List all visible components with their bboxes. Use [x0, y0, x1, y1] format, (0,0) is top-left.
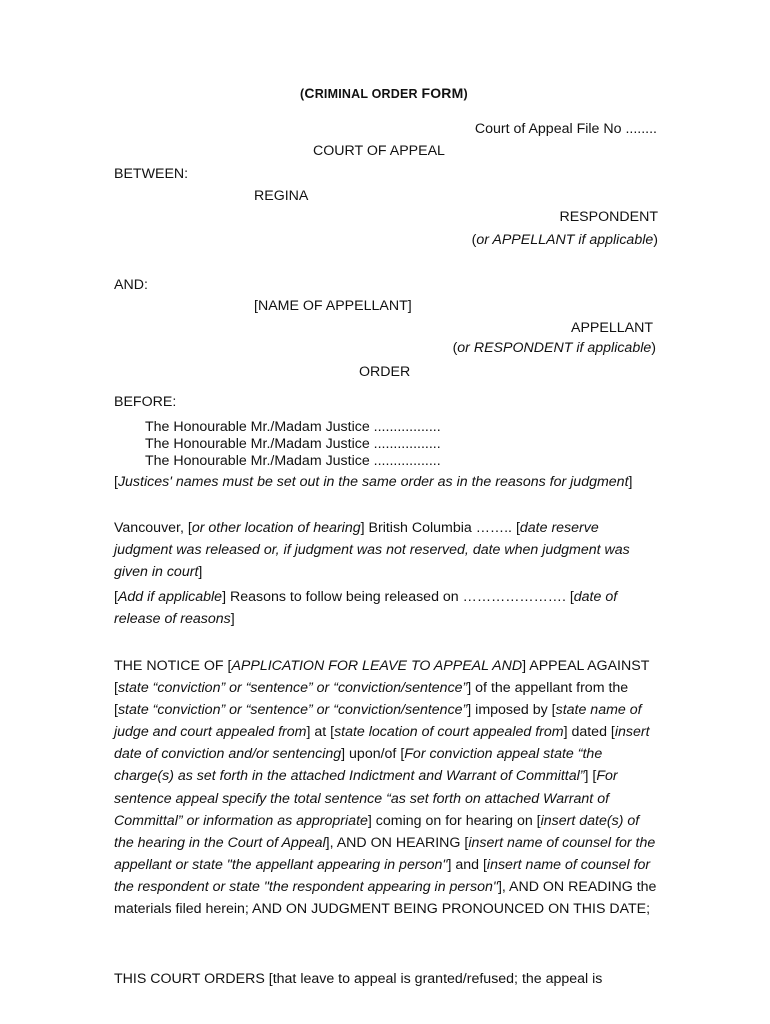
file-number: Court of Appeal File No ........: [474, 121, 657, 137]
justice-line-2: The Honourable Mr./Madam Justice .................: [145, 436, 441, 452]
justice-line-3: The Honourable Mr./Madam Justice .................: [145, 453, 441, 469]
order-heading: ORDER: [359, 364, 411, 380]
court-name: COURT OF APPEAL: [313, 143, 445, 159]
justice-line-1: The Honourable Mr./Madam Justice .................: [145, 419, 441, 435]
title-criminal-order: RIMINAL ORDER: [314, 87, 422, 101]
title-initial: C: [304, 85, 315, 101]
party2-alt-role: (or RESPONDENT if applicable): [452, 340, 656, 356]
notice-paragraph: THE NOTICE OF [APPLICATION FOR LEAVE TO APPEAL AND] APPEAL AGAINST [state “conviction” or “sentence” or “conviction/sentence”] of the appellant from the [state “conviction” or “sentence” or “conviction/sentence”] imposed by [state name of judge and court appealed from] at [state location of court appealed from] dated [insert date of conviction and/or sentencing] upon/of [For conviction appeal state “the charge(s) as set forth in the attached Indictment and Warrant of Committal”] [For sentence appeal specify the total sentence “as set forth on attached Warrant of Committal” or information as appropriate] coming on for hearing on [insert date(s) of the hearing in the Court of Appeal], AND ON HEARING [insert name of counsel for the appellant or state "the appellant appearing in person"] and [insert name of counsel for the respondent or state "the respondent appearing in person"], AND ON READING the materials filed herein; AND ON JUDGMENT BEING PRONOUNCED ON THIS DATE;: [114, 658, 657, 918]
hearing-location-paragraph: Vancouver, [or other location of hearing] British Columbia …….. [date reserve judgment was released or, if judgment was not reserved, date when judgment was given in court]: [114, 520, 630, 581]
reasons-paragraph: [Add if applicable] Reasons to follow being released on …………………. [date of release of reasons]: [114, 589, 618, 628]
title-paren-open: (: [300, 87, 305, 101]
party-appellant-name: [NAME OF APPELLANT]: [254, 298, 412, 314]
before-label: BEFORE:: [114, 394, 177, 410]
and-label: AND:: [114, 277, 148, 293]
party1-alt-role: (or APPELLANT if applicable): [471, 232, 658, 248]
title-paren-close: ): [463, 87, 468, 101]
between-label: BETWEEN:: [114, 166, 189, 182]
court-orders-line: THIS COURT ORDERS [that leave to appeal is granted/refused; the appeal is: [114, 971, 603, 987]
party-regina: REGINA: [254, 188, 309, 204]
party2-role: APPELLANT: [570, 320, 653, 336]
form-title: [300, 84, 468, 103]
party1-role: RESPONDENT: [559, 209, 658, 225]
title-form: FORM: [421, 85, 464, 101]
justices-note: [Justices' names must be set out in the same order as in the reasons for judgment]: [114, 474, 633, 490]
